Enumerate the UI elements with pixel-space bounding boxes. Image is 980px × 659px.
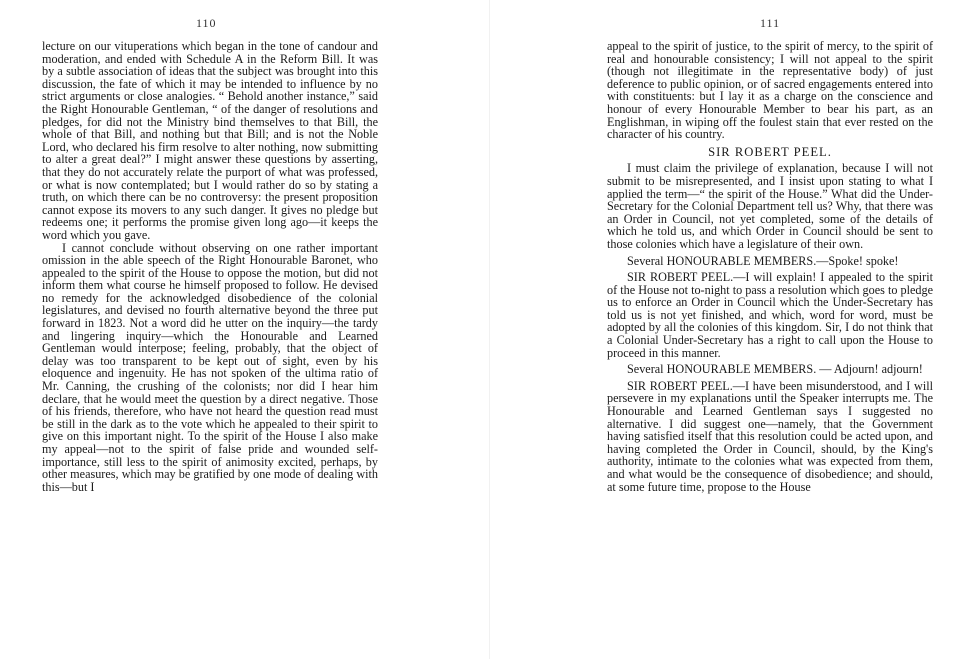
right-paragraph-3: SIR ROBERT PEEL.—I will explain! I appealed to the spirit of the House not to-night to pass a resolution which goes to pledge us to enforce an Order in Council which the Under-Secretary has told us is not yet finished, and which, word for word, must be adopted by all the colonies of this kingdom. Sir, I do not think that a Colonial Under-Secretary has a right to call upon the House to proceed in this manner. — [607, 270, 933, 360]
left-page-text — [42, 40, 378, 493]
right-page-text — [607, 40, 933, 493]
right-paragraph-4: Several HONOURABLE MEMBERS. — Adjourn! adjourn! — [627, 362, 923, 377]
right-opening-paragraph: appeal to the spirit of justice, to the spirit of mercy, to the spirit of real and honourable consistency; I will not appeal to the spirit (though not illegitimate in the representative body) of just deference to public opinion, or of sacred engagements entered into with constituents: but I lay it as a charge on the conscience and honour of every Honourable Member to bear his part, as an Englishman, in wiping off the foulest stain that ever rested on the character of his country. — [607, 39, 933, 142]
left-paragraph-2: I cannot conclude without observing on one rather important omission in the able speech of the Right Honourable Baronet, who appealed to the spirit of the House to oppose the motion, but did not inform them what course he himself proposed to follow. He devised no remedy for the acknowledged disobedience of the colonial legislatures, and devised no fourth alternative beyond the three put forward in 1823. Not a word did he utter on the inquiry—the tardy and lingering inquiry—which the Honourable and Learned Gentleman would interpose; feeling, probably, that the object of delay was too transparent to be kept out of sight, even by his eloquence and ingenuity. He has not spoken of the ultima ratio of Mr. Canning, the crushing of the colonists; nor did I hear him declare, that he would meet the question by a direct negative. Those of his friends, therefore, who have not heard the question read must be still in the dark as to the vote which he appealed to their spirit to give on this important night. To the spirit of the House I also make my appeal—not to the spirit of false pride and wounded self-importance, still less to the spirit of animosity excited, perhaps, by other measures, which may be gratified by one mode of dealing with this—but I — [42, 240, 378, 494]
page-number-left: 110 — [196, 16, 217, 30]
right-paragraph-2: Several HONOURABLE MEMBERS.—Spoke! spoke! — [627, 253, 899, 268]
right-page — [490, 0, 980, 659]
speaker-heading: SIR ROBERT PEEL. — [708, 144, 832, 159]
page-number-right: 111 — [760, 16, 781, 30]
right-paragraph-5: SIR ROBERT PEEL.—I have been misunderstood, and I will persevere in my explanations until the Speaker interrupts me. The Honourable and Learned Gentleman says I suggested no alternative. I did suggest one—namely, that the Government having satisfied itself that this resolution could be acted upon, and having completed the Order in Council, should, by the King's authority, intimate to the colonies what was expected from them, and what would be the consequence of disobedience; and should, at some future time, propose to the House — [607, 378, 933, 494]
right-paragraph-1: I must claim the privilege of explanation, because I will not submit to be misrepresented, and I insist upon stating to what I applied the term—“ the spirit of the House.” What did the Under-Secretary for the Colonial Department tell us? Why, that there was an Order in Council, not yet completed, some of the details of which he told us, and which Order in Council should be sent to those colonies which have a legislature of their own. — [607, 161, 933, 251]
left-paragraph-1: lecture on our vituperations which began in the tone of candour and moderation, and ended with Schedule A in the Reform Bill. It was by a subtle association of ideas that the subject was brought into this discussion, the fate of which it may be intended to influence by no strict arguments or close analogies. “ Behold another instance,” said the Right Honourable Gentleman, “ of the danger of resolutions and pledges, for did not the Ministry bind themselves to that Bill, the whole of that Bill, and nothing but that Bill; and is not the Noble Lord, who declared his firm resolve to alter nothing, now submitting to alter a great deal?” I might answer these questions by asserting, that they do not accurately relate the purport of what was professed, or what is now contemplated; but I would rather do so by stating a truth, on which there can be no controversy: the present proposition cannot expose its movers to any such danger. It gives no pledge but redeems one; it performs the promise given long ago—it keeps the word which you gave. — [42, 39, 378, 242]
